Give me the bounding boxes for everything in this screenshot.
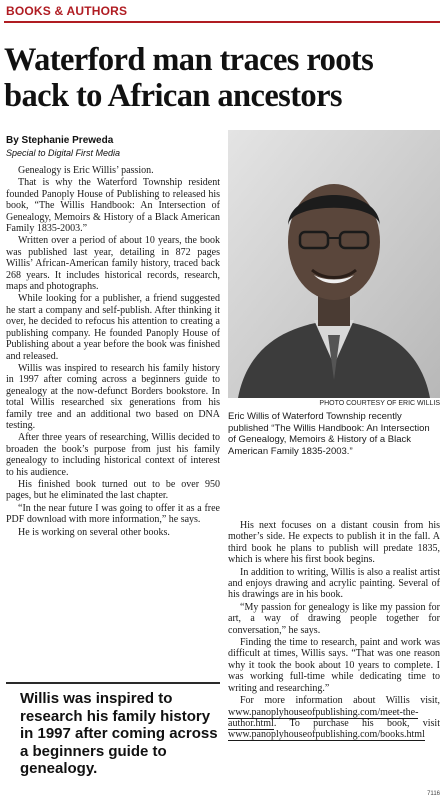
paragraph: Genealogy is Eric Willis’ passion. (18, 165, 154, 176)
page-id: 7116 (427, 791, 440, 797)
closing-paragraph (228, 695, 440, 741)
paragraph: In addition to writing, Willis is also a realist artist and enjoys drawing and acrylic painting. Several of his drawings are in his book. (228, 566, 440, 601)
paragraph: While looking for a publisher, a friend suggested he start a company and self-publish. After thinking it over, he decided to refocus his attention to creating a publishing company. He founded Panoply House of Publishing about a year before the book was finished and released. (6, 293, 220, 362)
photo-credit: PHOTO COURTESY OF ERIC WILLIS (319, 400, 440, 407)
paragraph: “In the near future I was going to offer it as a free PDF download with more information,” he says. (6, 502, 220, 526)
section-label: BOOKS & AUTHORS (6, 4, 128, 18)
section-rule (4, 21, 440, 23)
photo-caption: Eric Willis of Waterford Township recently published “The Willis Handbook: An Intersection of Genealogy, Memoirs & History of a Black American Family 1835-2003.” (228, 411, 430, 457)
paragraph: His next focuses on a distant cousin from his mother’s side. He expects to publish it in the fall. A third book he plans to publish will predate 1835, which is where his first book begins. (228, 520, 440, 566)
byline-affiliation: Special to Digital First Media (6, 148, 121, 158)
paragraph: “My passion for genealogy is like my passion for art, a way of drawing people together for conversation,” he says. (228, 601, 440, 636)
author-page-link[interactable]: www.panoplyhouseofpublishing.com/meet-the-author.html (228, 706, 419, 729)
byline: By Stephanie Preweda (6, 135, 114, 146)
closing-text-2: . To purchase his book, visit (273, 717, 440, 729)
books-page-link[interactable]: www.panoplyhouseofpublishing.com/books.html (228, 729, 425, 741)
author-photo (228, 130, 440, 398)
paragraph: Willis was inspired to research his family history in 1997 after coming across a beginners guide to genealogy at the now-defunct Borders bookstore. In total Willis researched six generations from his family tree and an additional two based on DNA testing. (6, 362, 220, 431)
paragraph: That is why the Waterford Township resident founded Panoply House of Publishing to released his book, “The Willis Handbook: An Intersection of Genealogy, Memoirs & History of a Black American Family 1835-2003.” (6, 177, 220, 235)
paragraph: After three years of researching, Willis decided to broaden the book’s purpose from just his family genealogy to including historical context of interest to his audience. (6, 432, 220, 478)
article-column-right (228, 520, 440, 742)
headline (4, 42, 440, 114)
closing-text-1: For more information about Willis visit, (240, 695, 440, 707)
paragraph: Finding the time to research, paint and work was difficult at times, Willis says. “That was one reason why it took the book about 10 years to complete. I was working full-time while dedicating time to writing and researching.” (228, 637, 440, 694)
paragraph: His finished book turned out to be over 950 pages, but he eliminated the last chapter. (6, 478, 220, 502)
pull-quote: Willis was inspired to research his family history in 1997 after coming across a beginners guide to genealogy. (6, 682, 220, 778)
author-portrait-image (228, 130, 440, 398)
article-column-left (6, 165, 220, 539)
paragraph: Written over a period of about 10 years, the book was published last year, detailing in 872 pages Willis’ African-American family history, traced back 268 years. It includes historical records, research, maps and photographs. (6, 235, 220, 293)
headline-line-1: Waterford man traces roots (4, 42, 374, 78)
paragraph: He is working on several other books. (18, 526, 170, 538)
headline-line-2: back to African ancestors (4, 78, 342, 114)
